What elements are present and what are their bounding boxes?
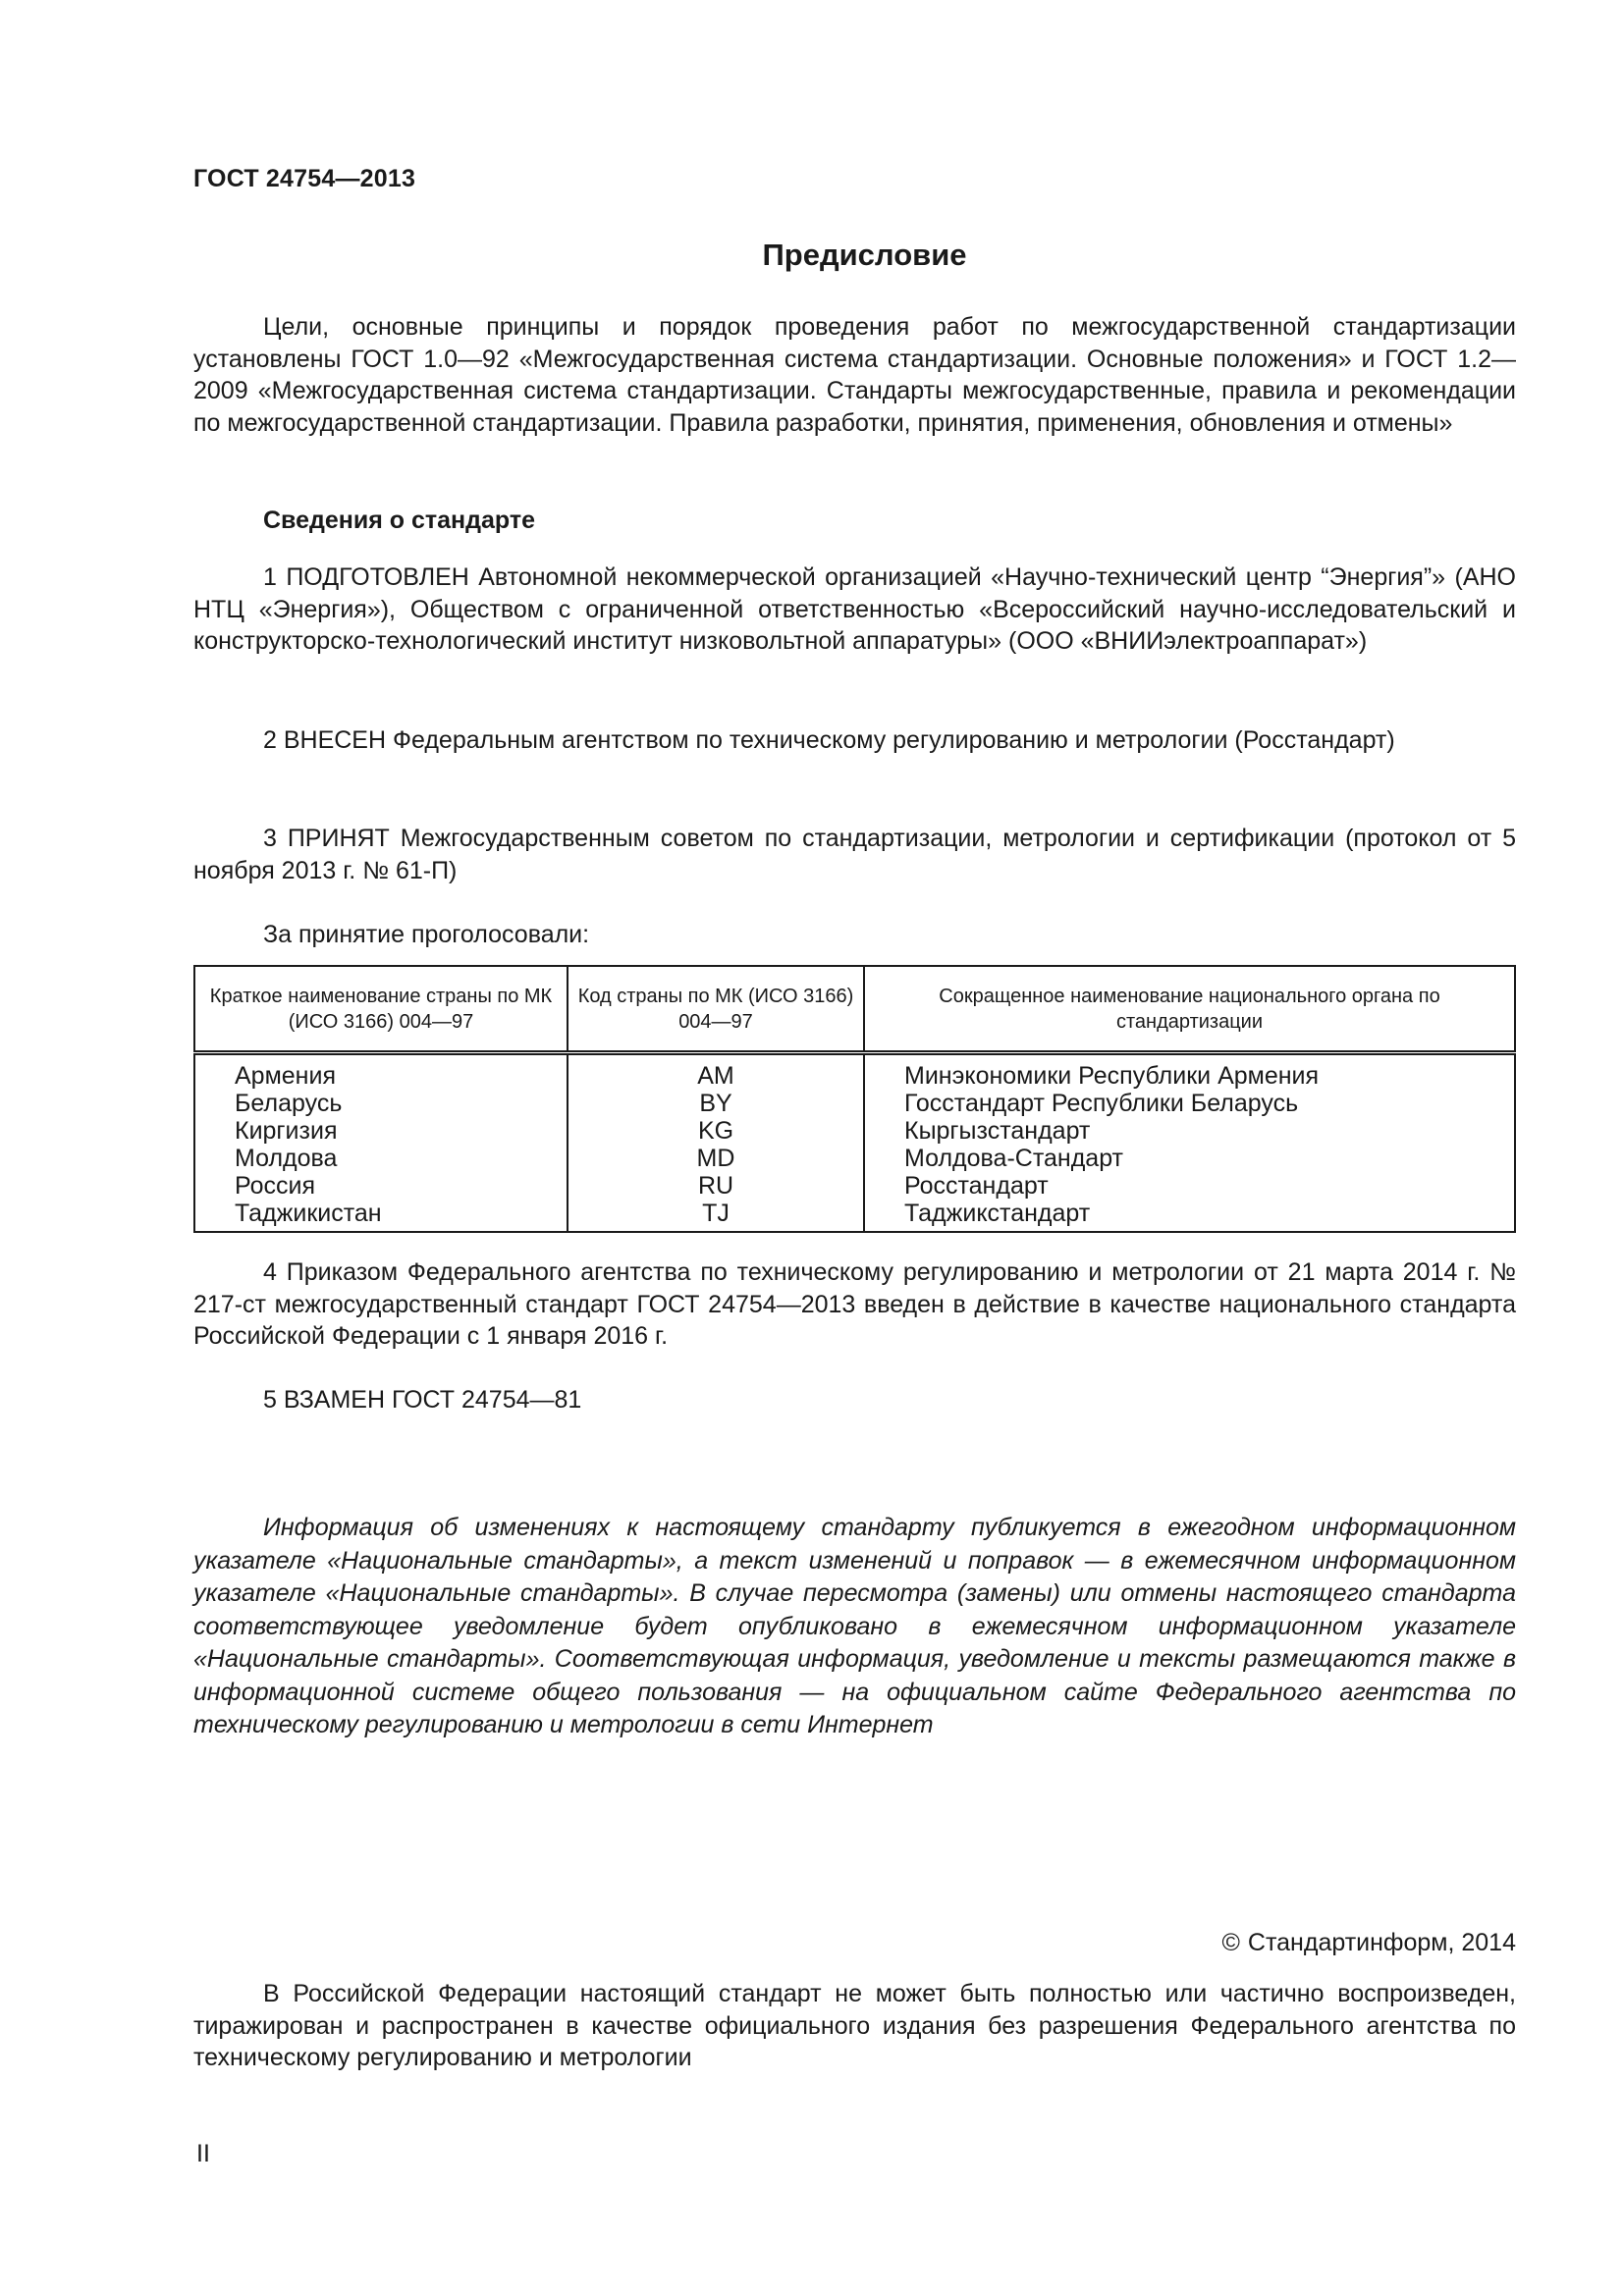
- change-info-paragraph: Информация об изменениях к настоящему стандарту публикуется в ежегодном информационном указателе «Национальные стандарты», а текст изменений и поправок — в ежемесячном информационном указателе «Национальные стандарты». В случае пересмотра (замены) или отмены настоящего стандарта соответствующее уведомление будет опубликовано в ежемесячном информационном указателе «Национальные стандарты». Соответствующая информация, уведомление и тексты размещаются также в информационной системе общего пользования — на официальном сайте Федерального агентства по техническому регулированию и метрологии в сети Интернет: [193, 1514, 1516, 1738]
- page-title: Предисловие: [762, 238, 967, 272]
- table-row: [194, 1145, 1515, 1172]
- item-3-accepted: 3 ПРИНЯТ Межгосударственным советом по стандартизации, метрологии и сертификации (протокол от 5 ноября 2013 г. № 61-П): [193, 825, 1516, 884]
- cell-code: BY: [568, 1090, 864, 1117]
- table-row: [194, 1172, 1515, 1200]
- cell-country: Беларусь: [194, 1090, 568, 1117]
- copyright-symbol: ©: [1221, 1929, 1240, 1956]
- cell-body: Молдова-Стандарт: [864, 1145, 1515, 1172]
- item-1-prepared: 1 ПОДГОТОВЛЕН Автономной некоммерческой организацией «Научно-технический центр “Энергия”» (АНО НТЦ «Энергия»), Обществом с ограниченной ответственностью «Всероссийский научно-исследовательский и конструкторско-технологический институт низковольтной аппаратуры» (ООО «ВНИИэлектроаппарат»): [193, 563, 1516, 655]
- cell-body: Таджикстандарт: [864, 1200, 1515, 1232]
- cell-code: MD: [568, 1145, 864, 1172]
- voting-countries-table: [193, 965, 1516, 1233]
- table-row: [194, 1117, 1515, 1145]
- table-row: [194, 1053, 1515, 1091]
- cell-country: Молдова: [194, 1145, 568, 1172]
- item-5-replaces: 5 ВЗАМЕН ГОСТ 24754—81: [263, 1386, 582, 1414]
- cell-code: RU: [568, 1172, 864, 1200]
- cell-body: Госстандарт Республики Беларусь: [864, 1090, 1515, 1117]
- table-row: [194, 1090, 1515, 1117]
- table-header-row: [194, 966, 1515, 1053]
- item-4-order: 4 Приказом Федерального агентства по техническому регулированию и метрологии от 21 марта 2014 г. № 217-ст межгосударственный стандарт ГОСТ 24754—2013 введен в действие в качестве национального стандарта Российской Федерации с 1 января 2016 г.: [193, 1258, 1516, 1350]
- table-row: [194, 1200, 1515, 1232]
- cell-body: Росстандарт: [864, 1172, 1515, 1200]
- copyright-text: Стандартинформ, 2014: [1247, 1929, 1516, 1956]
- cell-country: Россия: [194, 1172, 568, 1200]
- standard-info-heading: Сведения о стандарте: [263, 507, 536, 534]
- reproduction-notice: В Российской Федерации настоящий стандарт не может быть полностью или частично воспроизведен, тиражирован и распространен в качестве официального издания без разрешения Федерального агентства по техническому регулированию и метрологии: [193, 1980, 1516, 2071]
- cell-country: Киргизия: [194, 1117, 568, 1145]
- cell-code: KG: [568, 1117, 864, 1145]
- copyright-line: [1222, 1929, 1517, 1957]
- cell-country: Таджикистан: [194, 1200, 568, 1232]
- column-header-code: Код страны по МК (ИСО 3166) 004—97: [568, 966, 864, 1053]
- cell-country: Армения: [194, 1053, 568, 1091]
- column-header-country: Краткое наименование страны по МК (ИСО 3166) 004—97: [194, 966, 568, 1053]
- cell-body: Минэкономики Республики Армения: [864, 1053, 1515, 1091]
- item-2-introduced: 2 ВНЕСЕН Федеральным агентством по техническому регулированию и метрологии (Росстандарт): [263, 726, 1395, 754]
- cell-code: AM: [568, 1053, 864, 1091]
- column-header-body: Сокращенное наименование национального органа по стандартизации: [864, 966, 1515, 1053]
- cell-code: TJ: [568, 1200, 864, 1232]
- intro-paragraph: Цели, основные принципы и порядок проведения работ по межгосударственной стандартизации установлены ГОСТ 1.0—92 «Межгосударственная система стандартизации. Основные положения» и ГОСТ 1.2—2009 «Межгосударственная система стандартизации. Стандарты межгосударственные, правила и рекомендации по межгосударственной стандартизации. Правила разработки, принятия, применения, обновления и отмены»: [193, 313, 1516, 437]
- voted-label: За принятие проголосовали:: [263, 921, 590, 948]
- page-number: II: [196, 2140, 210, 2167]
- cell-body: Кыргызстандарт: [864, 1117, 1515, 1145]
- document-code: ГОСТ 24754—2013: [193, 165, 416, 192]
